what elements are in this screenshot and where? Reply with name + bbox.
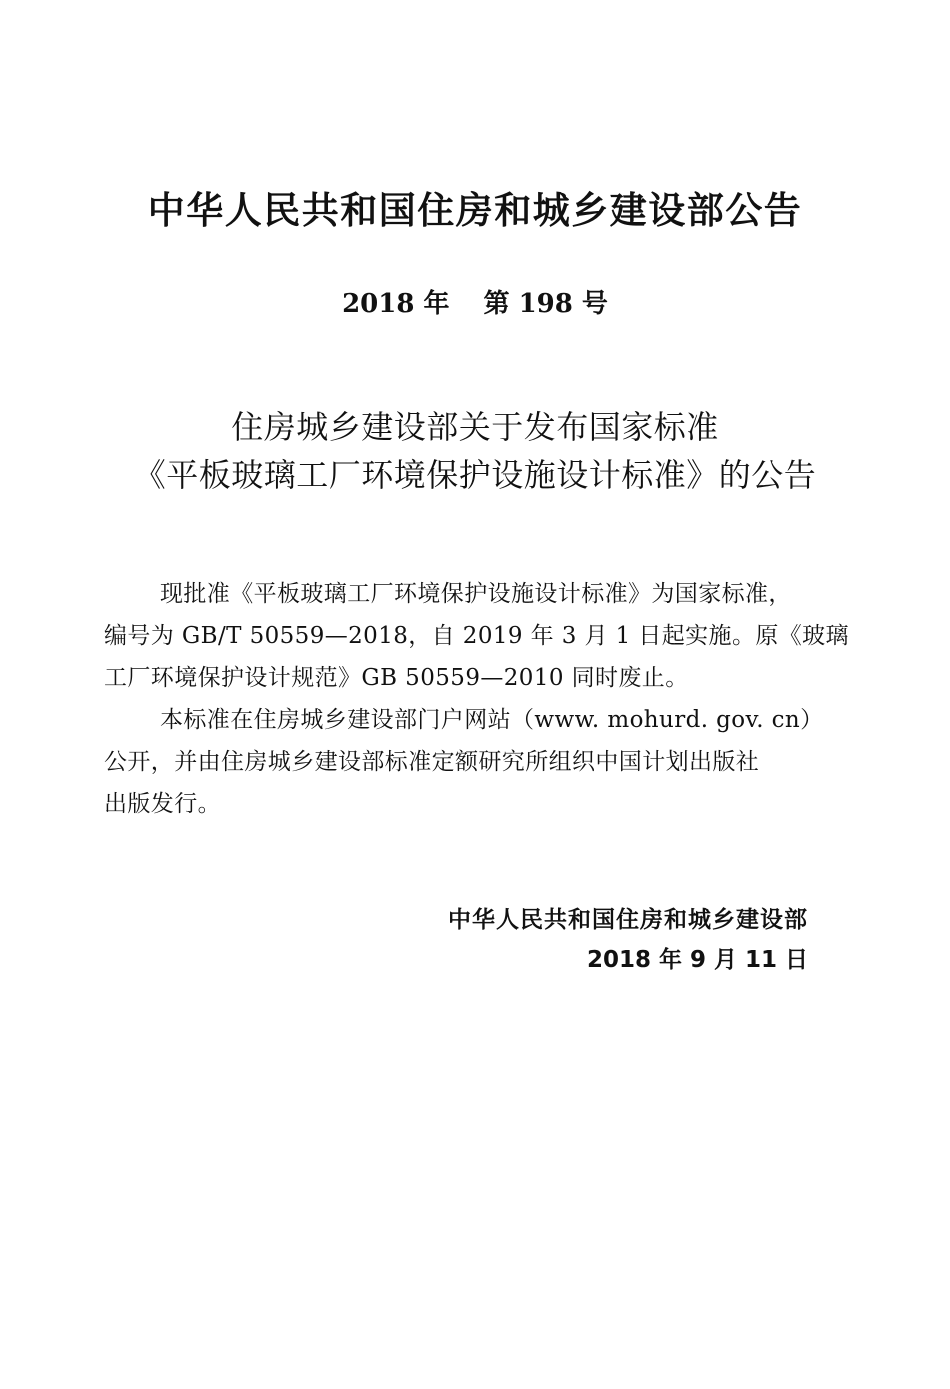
paragraph-2-line-2: 公开，并由住房城乡建设部标准定额研究所组织中国计划出版社 — [104, 749, 760, 775]
signature-organization: 中华人民共和国住房和城乡建设部 — [448, 907, 808, 933]
paragraph-2-line-3: 出版发行。 — [104, 791, 221, 817]
issue-year: 2018 年 — [342, 289, 450, 319]
signature-date: 2018 年 9 月 11 日 — [586, 947, 808, 973]
issue-serial: 第 198 号 — [483, 289, 608, 319]
subtitle-line-2: 《平板玻璃工厂环境保护设施设计标准》的公告 — [133, 456, 817, 494]
page-title: 中华人民共和国住房和城乡建设部公告 — [147, 189, 803, 232]
paragraph-2-line-1: 本标准在住房城乡建设部门户网站（www. mohurd. gov. cn） — [160, 707, 824, 733]
paragraph-1-line-2: 编号为 GB/T 50559—2018，自 2019 年 3 月 1 日起实施。原《玻璃 — [104, 623, 849, 649]
paragraph-1-line-1: 现批准《平板玻璃工厂环境保护设施设计标准》为国家标准， — [160, 581, 792, 607]
issue-number — [0, 284, 950, 324]
paragraph-1-line-3: 工厂环境保护设计规范》GB 50559—2010 同时废止。 — [104, 665, 689, 691]
subtitle-line-1: 住房城乡建设部关于发布国家标准 — [231, 408, 719, 446]
